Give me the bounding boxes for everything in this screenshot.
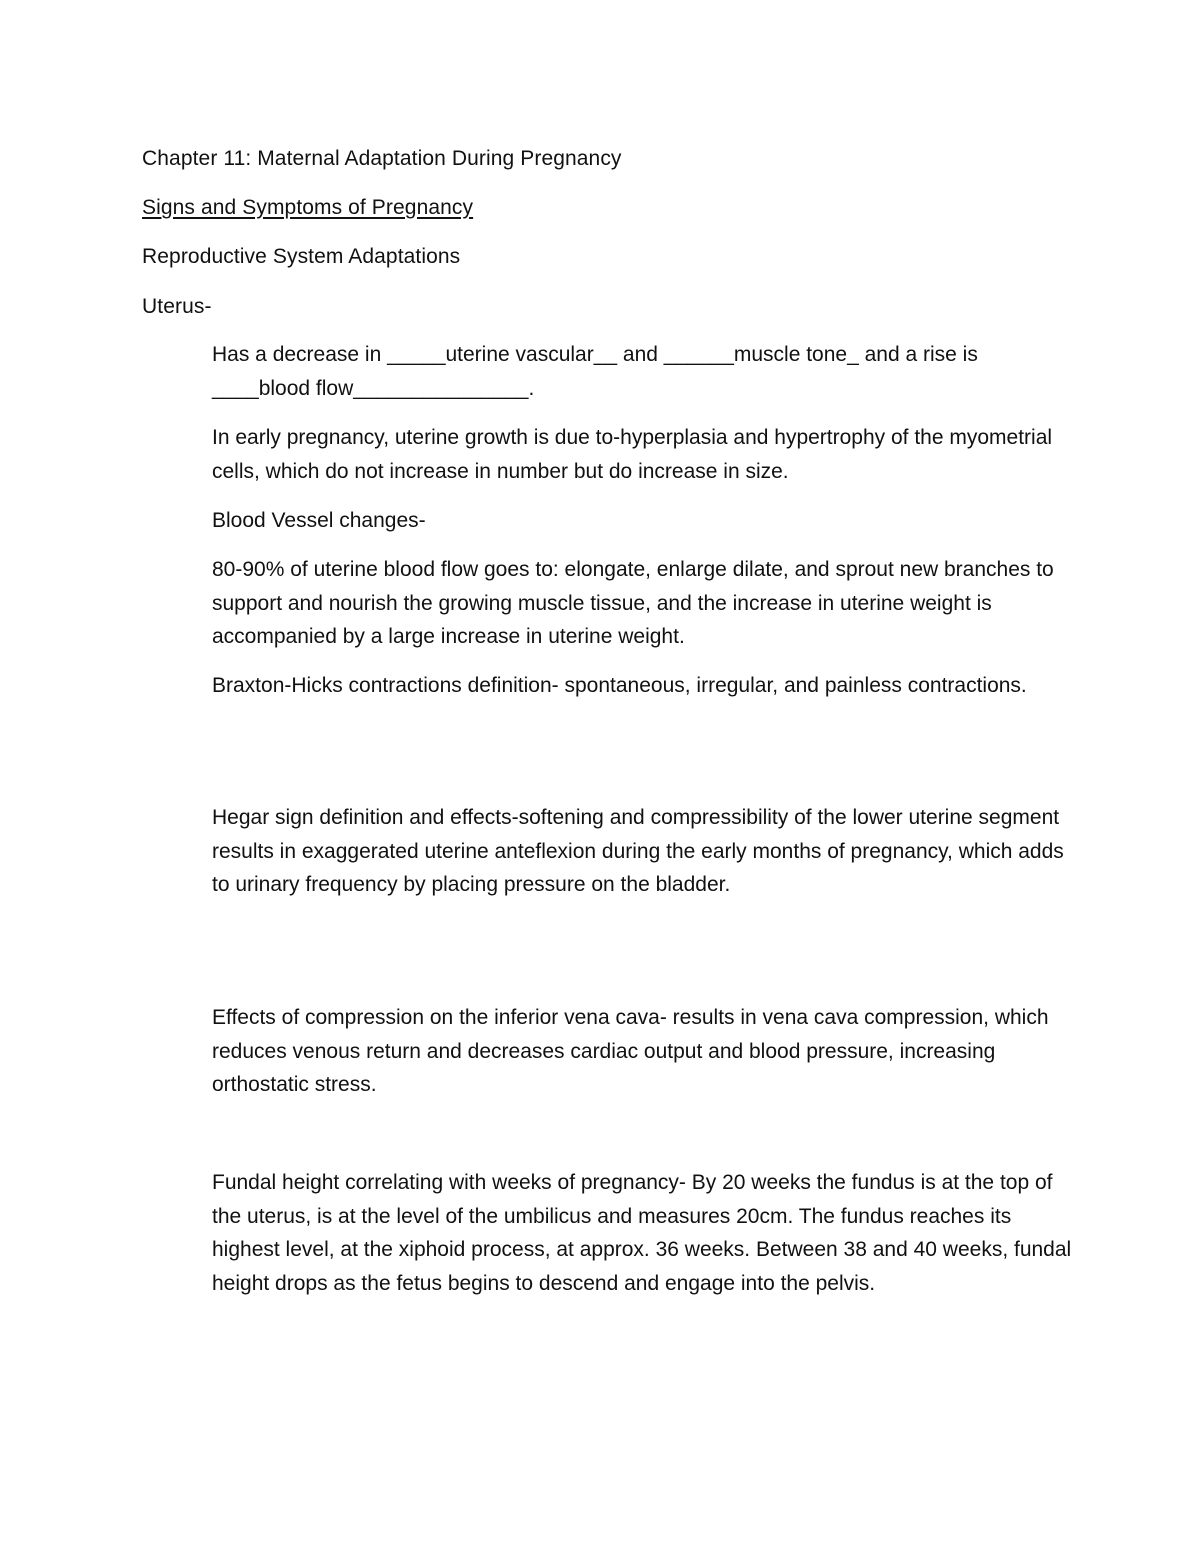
chapter-title: Chapter 11: Maternal Adaptation During Pregnancy bbox=[142, 147, 622, 170]
paragraph-hegar-sign: Hegar sign definition and effects-softening and compressibility of the lower uterine segment results in exaggerated uterine anteflexion during the early months of pregnancy, which adds to urinary frequency by placing pressure on the bladder. bbox=[212, 806, 1064, 896]
paragraph-uterus-changes: Has a decrease in _____uterine vascular__ and ______muscle tone_ and a rise is ____blood flow_______________. bbox=[212, 343, 978, 400]
paragraph-fundal-height: Fundal height correlating with weeks of pregnancy- By 20 weeks the fundus is at the top of the uterus, is at the level of the umbilicus and measures 20cm. The fundus reaches its highest level, at the xiphoid process, at approx. 36 weeks. Between 38 and 40 weeks, fundal height drops as the fetus begins to descend and engage into the pelvis. bbox=[212, 1171, 1072, 1295]
paragraph-uterine-growth: In early pregnancy, uterine growth is due to-hyperplasia and hypertrophy of the myometrial cells, which do not increase in number but do increase in size. bbox=[212, 426, 1053, 483]
paragraph-vena-cava: Effects of compression on the inferior vena cava- results in vena cava compression, which reduces venous return and decreases cardiac output and blood pressure, increasing orthostatic stress. bbox=[212, 1006, 1049, 1096]
section-heading: Signs and Symptoms of Pregnancy bbox=[142, 196, 474, 219]
subheading: Reproductive System Adaptations bbox=[142, 245, 461, 268]
paragraph-blood-vessel-heading: Blood Vessel changes- bbox=[212, 509, 426, 532]
paragraph-braxton-hicks: Braxton-Hicks contractions definition- spontaneous, irregular, and painless contractions. bbox=[212, 674, 1027, 697]
paragraph-blood-flow: 80-90% of uterine blood flow goes to: elongate, enlarge dilate, and sprout new branches to support and nourish the growing muscle tissue, and the increase in uterine weight is accompanied by a large increase in uterine weight. bbox=[212, 558, 1054, 648]
topic-label: Uterus- bbox=[142, 295, 212, 318]
